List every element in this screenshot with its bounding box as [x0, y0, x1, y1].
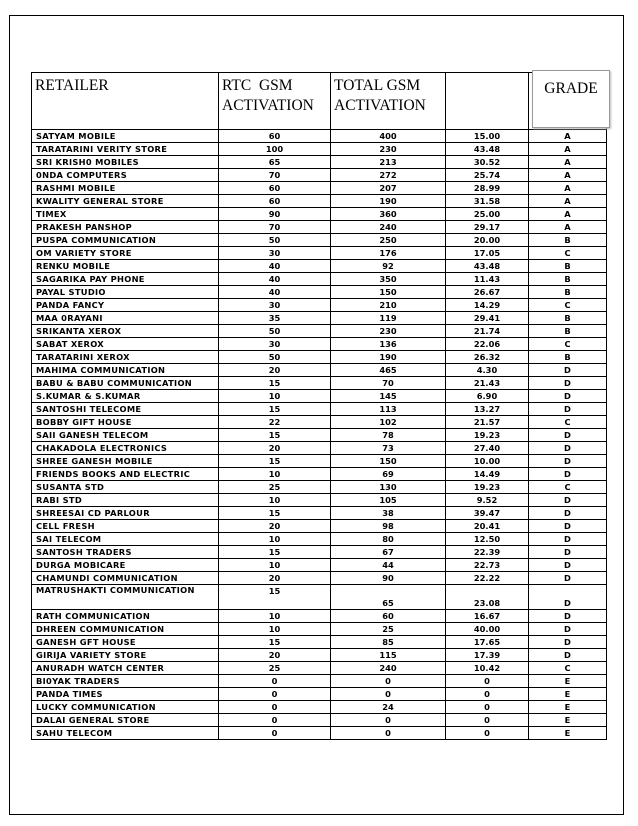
total-gsm-activation-cell: 150 — [331, 286, 446, 299]
table-row — [32, 286, 607, 299]
retailer-name-cell: DHREEN COMMUNICATION — [32, 623, 219, 636]
retailer-name-cell: CHAKADOLA ELECTRONICS — [32, 442, 219, 455]
retailer-name-cell: SAII GANESH TELECOM — [32, 429, 219, 442]
total-gsm-activation-cell: 230 — [331, 143, 446, 156]
rtc-gsm-activation-cell: 30 — [219, 338, 331, 351]
total-gsm-activation-cell: 350 — [331, 273, 446, 286]
grade-cell: D — [529, 429, 607, 442]
total-gsm-activation-cell: 78 — [331, 429, 446, 442]
total-gsm-activation-cell: 102 — [331, 416, 446, 429]
table-row — [32, 273, 607, 286]
total-gsm-activation-cell: 190 — [331, 351, 446, 364]
rtc-gsm-activation-cell: 40 — [219, 273, 331, 286]
rtc-gsm-activation-cell: 15 — [219, 546, 331, 559]
total-gsm-activation-cell: 90 — [331, 572, 446, 585]
rtc-gsm-activation-cell: 15 — [219, 377, 331, 390]
table-row — [32, 546, 607, 559]
retailer-name-cell: RASHMI MOBILE — [32, 182, 219, 195]
retailer-activation-table — [31, 72, 607, 740]
retailer-name-cell: SAHU TELECOM — [32, 727, 219, 740]
total-gsm-activation-cell: 465 — [331, 364, 446, 377]
retailer-name-cell: MATRUSHAKTI COMMUNICATION — [32, 585, 219, 610]
grade-cell: D — [529, 390, 607, 403]
percent-cell: 0 — [446, 675, 529, 688]
total-gsm-activation-cell: 119 — [331, 312, 446, 325]
table-row — [32, 234, 607, 247]
rtc-gsm-activation-cell: 0 — [219, 701, 331, 714]
table-row — [32, 481, 607, 494]
grade-cell: E — [529, 701, 607, 714]
grade-cell: D — [529, 546, 607, 559]
grade-cell: D — [529, 572, 607, 585]
rtc-gsm-activation-cell: 15 — [219, 455, 331, 468]
retailer-name-cell: CHAMUNDI COMMUNICATION — [32, 572, 219, 585]
rtc-gsm-activation-cell: 10 — [219, 390, 331, 403]
table-row — [32, 520, 607, 533]
grade-cell: C — [529, 338, 607, 351]
grade-cell: D — [529, 610, 607, 623]
retailer-name-cell: SUSANTA STD — [32, 481, 219, 494]
retailer-name-cell: SHREESAI CD PARLOUR — [32, 507, 219, 520]
grade-cell: B — [529, 325, 607, 338]
table-row — [32, 195, 607, 208]
total-gsm-activation-cell: 115 — [331, 649, 446, 662]
percent-cell: 4.30 — [446, 364, 529, 377]
header-rtc-gsm-activation: RTC GSM ACTIVATION — [219, 73, 331, 130]
total-gsm-activation-cell: 24 — [331, 701, 446, 714]
grade-cell: A — [529, 182, 607, 195]
table-row — [32, 429, 607, 442]
total-gsm-activation-cell: 69 — [331, 468, 446, 481]
rtc-gsm-activation-cell: 22 — [219, 416, 331, 429]
table-row — [32, 610, 607, 623]
table-row — [32, 156, 607, 169]
table-row — [32, 299, 607, 312]
grade-cell: D — [529, 403, 607, 416]
percent-cell: 17.39 — [446, 649, 529, 662]
percent-cell: 6.90 — [446, 390, 529, 403]
table-row — [32, 675, 607, 688]
percent-cell: 19.23 — [446, 481, 529, 494]
grade-cell: E — [529, 714, 607, 727]
total-gsm-activation-cell: 98 — [331, 520, 446, 533]
table-row — [32, 325, 607, 338]
percent-cell: 22.06 — [446, 338, 529, 351]
total-gsm-activation-cell: 190 — [331, 195, 446, 208]
percent-cell: 13.27 — [446, 403, 529, 416]
percent-cell: 29.41 — [446, 312, 529, 325]
grade-cell: D — [529, 377, 607, 390]
rtc-gsm-activation-cell: 70 — [219, 169, 331, 182]
grade-cell: D — [529, 623, 607, 636]
total-gsm-activation-cell: 400 — [331, 130, 446, 143]
table-row — [32, 701, 607, 714]
retailer-name-cell: 0NDA COMPUTERS — [32, 169, 219, 182]
grade-cell: D — [529, 455, 607, 468]
grade-cell: D — [529, 520, 607, 533]
rtc-gsm-activation-cell: 15 — [219, 585, 331, 610]
retailer-name-cell: MAHIMA COMMUNICATION — [32, 364, 219, 377]
percent-cell: 40.00 — [446, 623, 529, 636]
total-gsm-activation-cell: 0 — [331, 688, 446, 701]
total-gsm-activation-cell: 92 — [331, 260, 446, 273]
retailer-name-cell: SABAT XEROX — [32, 338, 219, 351]
percent-cell: 11.43 — [446, 273, 529, 286]
rtc-gsm-activation-cell: 50 — [219, 234, 331, 247]
rtc-gsm-activation-cell: 20 — [219, 364, 331, 377]
total-gsm-activation-cell: 0 — [331, 727, 446, 740]
rtc-gsm-activation-cell: 20 — [219, 520, 331, 533]
table-row — [32, 727, 607, 740]
retailer-name-cell: SANTOSHI TELECOME — [32, 403, 219, 416]
percent-cell: 10.00 — [446, 455, 529, 468]
percent-cell: 15.00 — [446, 130, 529, 143]
grade-cell: E — [529, 675, 607, 688]
retailer-name-cell: PANDA FANCY — [32, 299, 219, 312]
grade-cell: B — [529, 234, 607, 247]
rtc-gsm-activation-cell: 20 — [219, 572, 331, 585]
retailer-name-cell: BI0YAK TRADERS — [32, 675, 219, 688]
table-row — [32, 468, 607, 481]
percent-cell: 39.47 — [446, 507, 529, 520]
rtc-gsm-activation-cell: 0 — [219, 727, 331, 740]
retailer-name-cell: ANURADH WATCH CENTER — [32, 662, 219, 675]
retailer-name-cell: SRIKANTA XEROX — [32, 325, 219, 338]
table-row — [32, 442, 607, 455]
percent-cell: 23.08 — [446, 585, 529, 610]
retailer-name-cell: TARATARINI VERITY STORE — [32, 143, 219, 156]
table-row — [32, 338, 607, 351]
grade-cell: C — [529, 481, 607, 494]
table-row — [32, 312, 607, 325]
rtc-gsm-activation-cell: 25 — [219, 481, 331, 494]
percent-cell: 21.57 — [446, 416, 529, 429]
total-gsm-activation-cell: 176 — [331, 247, 446, 260]
rtc-gsm-activation-cell: 0 — [219, 714, 331, 727]
percent-cell: 26.67 — [446, 286, 529, 299]
retailer-name-cell: DALAI GENERAL STORE — [32, 714, 219, 727]
grade-cell: A — [529, 195, 607, 208]
retailer-name-cell: TIMEX — [32, 208, 219, 221]
total-gsm-activation-cell: 210 — [331, 299, 446, 312]
total-gsm-activation-cell: 207 — [331, 182, 446, 195]
rtc-gsm-activation-cell: 30 — [219, 299, 331, 312]
retailer-name-cell: KWALITY GENERAL STORE — [32, 195, 219, 208]
rtc-gsm-activation-cell: 20 — [219, 649, 331, 662]
retailer-name-cell: GANESH GFT HOUSE — [32, 636, 219, 649]
total-gsm-activation-cell: 272 — [331, 169, 446, 182]
grade-cell: C — [529, 416, 607, 429]
total-gsm-activation-cell: 250 — [331, 234, 446, 247]
retailer-name-cell: SATYAM MOBILE — [32, 130, 219, 143]
total-gsm-activation-cell: 240 — [331, 221, 446, 234]
grade-cell: A — [529, 143, 607, 156]
rtc-gsm-activation-cell: 15 — [219, 429, 331, 442]
grade-cell: D — [529, 494, 607, 507]
rtc-gsm-activation-cell: 50 — [219, 325, 331, 338]
table-row — [32, 247, 607, 260]
retailer-name-cell: RATH COMMUNICATION — [32, 610, 219, 623]
percent-cell: 9.52 — [446, 494, 529, 507]
retailer-name-cell: RENKU MOBILE — [32, 260, 219, 273]
retailer-name-cell: MAA 0RAYANI — [32, 312, 219, 325]
rtc-gsm-activation-cell: 70 — [219, 221, 331, 234]
retailer-name-cell: GIRIJA VARIETY STORE — [32, 649, 219, 662]
percent-cell: 25.00 — [446, 208, 529, 221]
percent-cell: 43.48 — [446, 260, 529, 273]
total-gsm-activation-cell: 85 — [331, 636, 446, 649]
rtc-gsm-activation-cell: 10 — [219, 623, 331, 636]
table-row — [32, 507, 607, 520]
table-row — [32, 403, 607, 416]
percent-cell: 14.49 — [446, 468, 529, 481]
retailer-name-cell: BABU & BABU COMMUNICATION — [32, 377, 219, 390]
total-gsm-activation-cell: 38 — [331, 507, 446, 520]
rtc-gsm-activation-cell: 60 — [219, 195, 331, 208]
table-row — [32, 351, 607, 364]
table-row — [32, 559, 607, 572]
table-row — [32, 714, 607, 727]
rtc-gsm-activation-cell: 10 — [219, 533, 331, 546]
grade-cell: A — [529, 130, 607, 143]
total-gsm-activation-cell: 44 — [331, 559, 446, 572]
total-gsm-activation-cell: 0 — [331, 675, 446, 688]
grade-cell: D — [529, 468, 607, 481]
table-row — [32, 221, 607, 234]
retailer-name-cell: LUCKY COMMUNICATION — [32, 701, 219, 714]
retailer-name-cell: DURGA MOBICARE — [32, 559, 219, 572]
percent-cell: 14.29 — [446, 299, 529, 312]
percent-cell: 20.41 — [446, 520, 529, 533]
grade-cell: B — [529, 273, 607, 286]
rtc-gsm-activation-cell: 20 — [219, 442, 331, 455]
rtc-gsm-activation-cell: 10 — [219, 468, 331, 481]
retailer-name-cell: PAYAL STUDIO — [32, 286, 219, 299]
grade-cell: A — [529, 221, 607, 234]
total-gsm-activation-cell: 0 — [331, 714, 446, 727]
header-percent — [446, 73, 529, 130]
percent-cell: 21.74 — [446, 325, 529, 338]
total-gsm-activation-cell: 130 — [331, 481, 446, 494]
table-row — [32, 364, 607, 377]
retailer-name-cell: PRAKESH PANSHOP — [32, 221, 219, 234]
total-gsm-activation-cell: 150 — [331, 455, 446, 468]
retailer-name-cell: TARATARINI XEROX — [32, 351, 219, 364]
table-row — [32, 416, 607, 429]
total-gsm-activation-cell: 70 — [331, 377, 446, 390]
grade-cell: A — [529, 156, 607, 169]
table-row — [32, 572, 607, 585]
rtc-gsm-activation-cell: 15 — [219, 636, 331, 649]
grade-cell: D — [529, 585, 607, 610]
total-gsm-activation-cell: 136 — [331, 338, 446, 351]
retailer-name-cell: RABI STD — [32, 494, 219, 507]
header-retailer: RETAILER — [32, 73, 219, 130]
grade-cell: D — [529, 364, 607, 377]
grade-cell: A — [529, 169, 607, 182]
header-total-gsm-activation: TOTAL GSM ACTIVATION — [331, 73, 446, 130]
retailer-name-cell: BOBBY GIFT HOUSE — [32, 416, 219, 429]
rtc-gsm-activation-cell: 10 — [219, 610, 331, 623]
percent-cell: 19.23 — [446, 429, 529, 442]
rtc-gsm-activation-cell: 60 — [219, 182, 331, 195]
percent-cell: 30.52 — [446, 156, 529, 169]
rtc-gsm-activation-cell: 50 — [219, 351, 331, 364]
rtc-gsm-activation-cell: 60 — [219, 130, 331, 143]
percent-cell: 22.22 — [446, 572, 529, 585]
grade-cell: D — [529, 649, 607, 662]
retailer-name-cell: SAGARIKA PAY PHONE — [32, 273, 219, 286]
total-gsm-activation-cell: 67 — [331, 546, 446, 559]
table-row — [32, 662, 607, 675]
rtc-gsm-activation-cell: 30 — [219, 247, 331, 260]
table-row — [32, 649, 607, 662]
rtc-gsm-activation-cell: 0 — [219, 675, 331, 688]
rtc-gsm-activation-cell: 10 — [219, 559, 331, 572]
table-row — [32, 494, 607, 507]
grade-cell: D — [529, 636, 607, 649]
retailer-name-cell: SHREE GANESH MOBILE — [32, 455, 219, 468]
table-row — [32, 182, 607, 195]
percent-cell: 20.00 — [446, 234, 529, 247]
percent-cell: 26.32 — [446, 351, 529, 364]
table-row — [32, 143, 607, 156]
table-row — [32, 533, 607, 546]
rtc-gsm-activation-cell: 40 — [219, 260, 331, 273]
grade-cell: D — [529, 507, 607, 520]
table-row — [32, 688, 607, 701]
table-row — [32, 455, 607, 468]
total-gsm-activation-cell: 113 — [331, 403, 446, 416]
rtc-gsm-activation-cell: 90 — [219, 208, 331, 221]
total-gsm-activation-cell: 145 — [331, 390, 446, 403]
percent-cell: 27.40 — [446, 442, 529, 455]
percent-cell: 31.58 — [446, 195, 529, 208]
rtc-gsm-activation-cell: 15 — [219, 403, 331, 416]
retailer-name-cell: FRIENDS BOOKS AND ELECTRIC — [32, 468, 219, 481]
grade-cell: C — [529, 662, 607, 675]
header-row — [32, 73, 607, 130]
rtc-gsm-activation-cell: 40 — [219, 286, 331, 299]
grade-cell: A — [529, 208, 607, 221]
total-gsm-activation-cell: 105 — [331, 494, 446, 507]
retailer-name-cell: S.KUMAR & S.KUMAR — [32, 390, 219, 403]
retailer-name-cell: SRI KRISH0 MOBILES — [32, 156, 219, 169]
percent-cell: 0 — [446, 727, 529, 740]
grade-cell: C — [529, 299, 607, 312]
retailer-name-cell: SAI TELECOM — [32, 533, 219, 546]
percent-cell: 28.99 — [446, 182, 529, 195]
grade-cell: B — [529, 286, 607, 299]
percent-cell: 22.73 — [446, 559, 529, 572]
grade-header-box: GRADE — [532, 70, 610, 128]
percent-cell: 17.65 — [446, 636, 529, 649]
percent-cell: 0 — [446, 701, 529, 714]
percent-cell: 29.17 — [446, 221, 529, 234]
retailer-name-cell: PUSPA COMMUNICATION — [32, 234, 219, 247]
table-body — [32, 130, 607, 740]
rtc-gsm-activation-cell: 10 — [219, 494, 331, 507]
rtc-gsm-activation-cell: 15 — [219, 507, 331, 520]
percent-cell: 25.74 — [446, 169, 529, 182]
grade-cell: C — [529, 247, 607, 260]
retailer-name-cell: OM VARIETY STORE — [32, 247, 219, 260]
percent-cell: 10.42 — [446, 662, 529, 675]
rtc-gsm-activation-cell: 25 — [219, 662, 331, 675]
percent-cell: 22.39 — [446, 546, 529, 559]
table-row — [32, 169, 607, 182]
total-gsm-activation-cell: 230 — [331, 325, 446, 338]
retailer-name-cell: SANTOSH TRADERS — [32, 546, 219, 559]
total-gsm-activation-cell: 360 — [331, 208, 446, 221]
grade-cell: D — [529, 442, 607, 455]
percent-cell: 0 — [446, 714, 529, 727]
rtc-gsm-activation-cell: 65 — [219, 156, 331, 169]
percent-cell: 12.50 — [446, 533, 529, 546]
total-gsm-activation-cell: 213 — [331, 156, 446, 169]
grade-cell: B — [529, 312, 607, 325]
table-row — [32, 260, 607, 273]
table-row — [32, 377, 607, 390]
total-gsm-activation-cell: 80 — [331, 533, 446, 546]
retailer-name-cell: PANDA TIMES — [32, 688, 219, 701]
percent-cell: 17.05 — [446, 247, 529, 260]
table-row — [32, 585, 607, 610]
total-gsm-activation-cell: 240 — [331, 662, 446, 675]
total-gsm-activation-cell: 25 — [331, 623, 446, 636]
total-gsm-activation-cell: 65 — [331, 585, 446, 610]
table-row — [32, 208, 607, 221]
table-row — [32, 623, 607, 636]
percent-cell: 21.43 — [446, 377, 529, 390]
grade-cell: D — [529, 533, 607, 546]
rtc-gsm-activation-cell: 35 — [219, 312, 331, 325]
grade-cell: B — [529, 260, 607, 273]
rtc-gsm-activation-cell: 100 — [219, 143, 331, 156]
percent-cell: 43.48 — [446, 143, 529, 156]
grade-cell: B — [529, 351, 607, 364]
total-gsm-activation-cell: 73 — [331, 442, 446, 455]
grade-cell: E — [529, 688, 607, 701]
percent-cell: 0 — [446, 688, 529, 701]
retailer-name-cell: CELL FRESH — [32, 520, 219, 533]
table-row — [32, 130, 607, 143]
percent-cell: 16.67 — [446, 610, 529, 623]
grade-cell: D — [529, 559, 607, 572]
total-gsm-activation-cell: 60 — [331, 610, 446, 623]
rtc-gsm-activation-cell: 0 — [219, 688, 331, 701]
table-row — [32, 636, 607, 649]
table-row — [32, 390, 607, 403]
grade-cell: E — [529, 727, 607, 740]
